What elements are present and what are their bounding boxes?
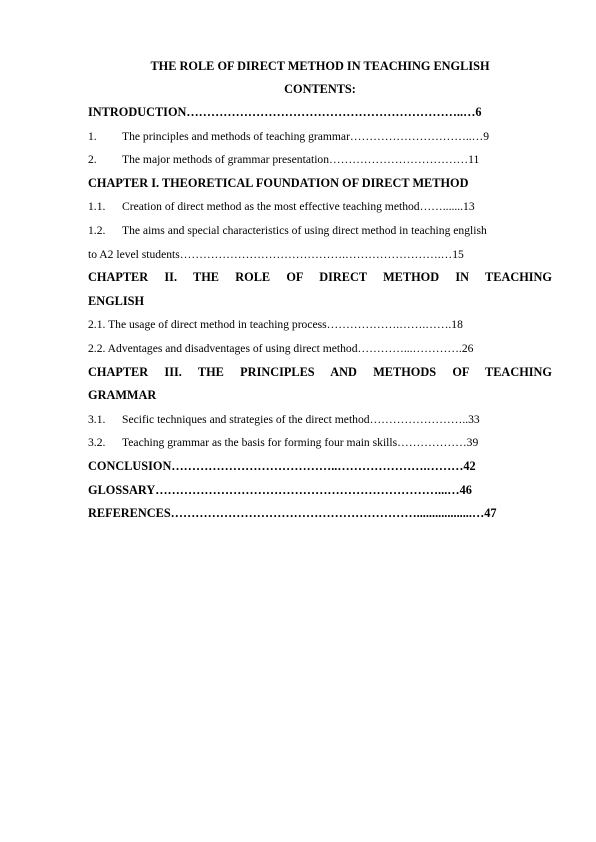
- toc-conclusion: [88, 455, 552, 479]
- toc-chapter-2: CHAPTER II. THE ROLE OF DIRECT METHOD IN TEACHING: [88, 270, 552, 285]
- toc-entry-number: 1.1.: [88, 200, 106, 214]
- toc-entry-1: [88, 125, 552, 149]
- toc-entry-text: The principles and methods of teaching grammar…………………………..…9: [122, 129, 490, 143]
- toc-entry-1-2-cont: [88, 243, 552, 267]
- toc-entry-introduction: [88, 101, 552, 125]
- toc-entry-2-2: [88, 337, 552, 361]
- toc-entry-2: [88, 148, 552, 172]
- contents-heading: CONTENTS:: [284, 82, 356, 96]
- toc-entry-number: 1.: [88, 129, 97, 143]
- toc-entry-1-2: [88, 219, 552, 243]
- toc-chapter-3: CHAPTER III. THE PRINCIPLES AND METHODS OF TEACHING: [88, 364, 552, 379]
- toc-entry-text: Teaching grammar as the basis for forming four main skills………………39: [122, 436, 479, 450]
- toc-entry-text: 2.1. The usage of direct method in teaching process……………….…….…….18: [88, 318, 463, 332]
- toc-entry-text: ENGLISH: [88, 293, 145, 308]
- toc-entry-2-1: [88, 313, 552, 337]
- document-title: THE ROLE OF DIRECT METHOD IN TEACHING ENGLISH: [150, 59, 490, 73]
- toc-entry-text: The major methods of grammar presentation………………………………11: [122, 153, 480, 167]
- toc-entry-3-2: [88, 431, 552, 455]
- toc-chapter-2-cont: [88, 290, 552, 314]
- toc-entry-text: GRAMMAR: [88, 388, 157, 403]
- toc-entry-text: The aims and special characteristics of using direct method in teaching english: [122, 223, 487, 237]
- toc-entry-text: INTRODUCTION…………………………………………………………..…6: [88, 105, 482, 119]
- toc-entry-number: 1.2.: [88, 223, 106, 237]
- toc-entry-text: Creation of direct method as the most effective teaching method…….......13: [122, 200, 475, 214]
- toc-entry-text: 2.2. Adventages and disadventages of using direct method…………...………….26: [88, 341, 474, 355]
- toc-references: [88, 502, 552, 526]
- toc-entry-text: GLOSSARY……………………………………………………………...…46: [88, 482, 472, 497]
- toc-entry-text: to A2 level students…………………………………….…………………….…15: [88, 247, 464, 261]
- toc-entry-number: 3.2.: [88, 436, 106, 450]
- toc-chapter-3-cont: [88, 384, 552, 408]
- toc-entry-text: REFERENCES……………………………………………………..................…47: [88, 506, 497, 521]
- toc-glossary: [88, 479, 552, 503]
- toc-chapter-1: [88, 172, 552, 196]
- toc-entry-text: CHAPTER I. THEORETICAL FOUNDATION OF DIRECT METHOD: [88, 175, 469, 190]
- toc-entry-3-1: [88, 408, 552, 432]
- toc-entry-number: 2.: [88, 153, 97, 167]
- toc-entry-text: CONCLUSION…………………………………..………………….………42: [88, 458, 476, 473]
- toc-entry-text: Secific techniques and strategies of the direct method……………………..33: [122, 412, 480, 426]
- toc-entry-1-1: [88, 195, 552, 219]
- toc-entry-number: 3.1.: [88, 412, 106, 426]
